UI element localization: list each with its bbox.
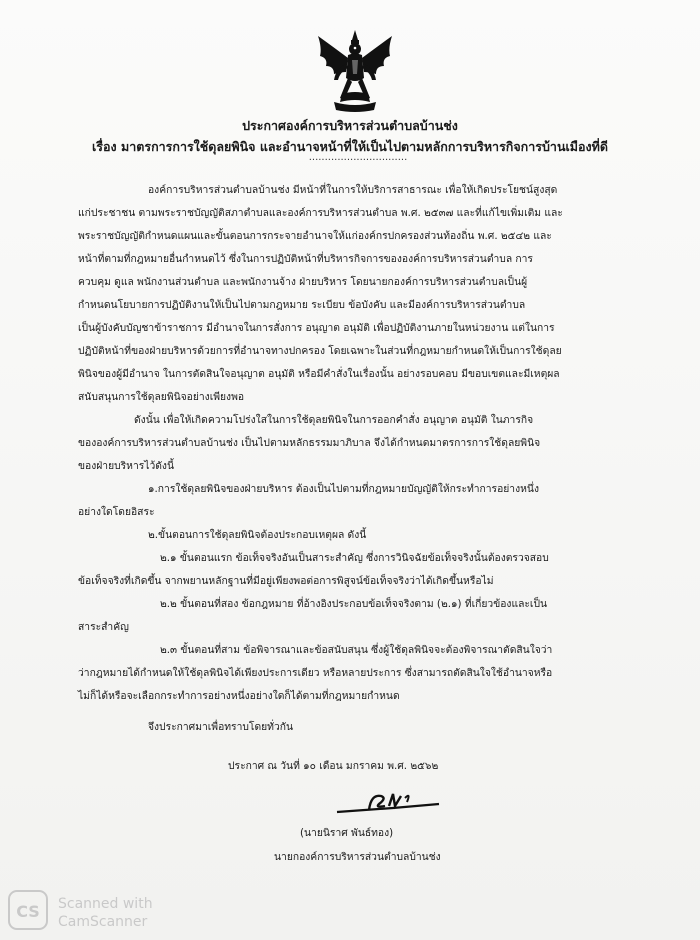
signer-position: นายกองค์การบริหารส่วนตำบลบ้านช่ง [274, 851, 441, 863]
body-line: ควบคุม ดูแล พนักงานส่วนตำบล และพนักงานจ้าง ฝ่ายบริหาร โดยนายกองค์การบริหารส่วนตำบลเป็นผู้ [78, 276, 528, 288]
camscanner-logo-icon [8, 890, 48, 930]
body-line: ข้อเท็จจริงที่เกิดขึ้น จากพยานหลักฐานที่มีอยู่เพียงพอต่อการพิสูจน์ข้อเท็จจริงว่าได้เกิดขึ้นหรือไม่ [78, 575, 494, 587]
body-line: อย่างใดโดยอิสระ [78, 506, 155, 518]
body-line: ขององค์การบริหารส่วนตำบลบ้านช่ง เป็นไปตามหลักธรรมมาภิบาล จึงได้กำหนดมาตรการการใช้ดุลยพินิจ [78, 437, 541, 449]
closing-line: จึงประกาศมาเพื่อทราบโดยทั่วกัน [148, 721, 294, 733]
body-line: เป็นผู้บังคับบัญชาข้าราชการ มีอำนาจในการสั่งการ อนุญาต อนุมัติ เพื่อปฏิบัติงานภายในหน่วยงาน แต่ในการ [78, 322, 555, 334]
body-line: ปฏิบัติหน้าที่ของฝ่ายบริหารด้วยการที่อำนาจทางปกครอง โดยเฉพาะในส่วนที่กฎหมายกำหนดให้เป็นการใช้ดุลย [78, 345, 562, 357]
document-subject: เรื่อง มาตรการการใช้ดุลยพินิจ และอำนาจหน้าที่ให้เป็นไปตามหลักการบริหารกิจการบ้านเมืองที่ดี [92, 139, 608, 154]
body-line: องค์การบริหารส่วนตำบลบ้านช่ง มีหน้าที่ในการให้บริการสาธารณะ เพื่อให้เกิดประโยชน์สูงสุด [148, 184, 558, 196]
signer-name: (นายนิราศ พันธ์ทอง) [300, 827, 394, 839]
body-line: ว่ากฎหมายได้กำหนดให้ใช้ดุลพินิจได้เพียงประการเดียว หรือหลายประการ ซึ่งสามารถตัดสินใจใช้อำนาจหรือ [78, 667, 553, 679]
body-line: พินิจของผู้มีอำนาจ ในการตัดสินใจอนุญาต อนุมัติ หรือมีคำสั่งในเรื่องนั้น อย่างรอบคอบ มีขอบเขตและมีเหตุผล [78, 368, 560, 380]
watermark-line-1: Scanned with [58, 896, 153, 912]
body-line: ของฝ่ายบริหารไว้ดังนี้ [78, 460, 174, 472]
step-2-2: ๒.๒ ขั้นตอนที่สอง ข้อกฎหมาย ที่อ้างอิงประกอบข้อเท็จจริงตาม (๒.๑) ที่เกี่ยวข้องและเป็น [160, 598, 548, 610]
body-line: สาระสำคัญ [78, 621, 129, 633]
garuda-emblem [312, 28, 398, 116]
body-line: พระราชบัญญัติกำหนดแผนและขั้นตอนการกระจายอำนาจให้แก่องค์กรปกครองส่วนท้องถิ่น พ.ศ. ๒๕๔๒ และ [78, 230, 552, 242]
separator-dots: ............................... [308, 152, 408, 163]
announce-date: ประกาศ ณ วันที่ ๑๐ เดือน มกราคม พ.ศ. ๒๕๖๒ [228, 760, 439, 772]
measure-item-2: ๒.ขั้นตอนการใช้ดุลยพินิจต้องประกอบเหตุผล ดังนี้ [148, 529, 367, 541]
body-line: กำหนดนโยบายการปฏิบัติงานให้เป็นไปตามกฎหมาย ระเบียบ ข้อบังคับ และมีองค์การบริหารส่วนตำบล [78, 299, 526, 311]
camscanner-watermark [58, 895, 153, 931]
body-line: ดังนั้น เพื่อให้เกิดความโปร่งใสในการใช้ดุลยพินิจในการออกคำสั่ง อนุญาต อนุมัติ ในภารกิจ [134, 414, 534, 426]
document-title: ประกาศองค์การบริหารส่วนตำบลบ้านช่ง [242, 118, 458, 133]
body-line: ไม่ก็ได้หรือจะเลือกกระทำการอย่างหนึ่งอย่างใดก็ได้ตามที่กฎหมายกำหนด [78, 690, 400, 702]
measure-item-1: ๑.การใช้ดุลยพินิจของฝ่ายบริหาร ต้องเป็นไปตามที่กฎหมายบัญญัติให้กระทำการอย่างหนึ่ง [148, 483, 539, 495]
body-line: สนับสนุนการใช้ดุลยพินิจอย่างเพียงพอ [78, 391, 245, 403]
body-line: แก่ประชาชน ตามพระราชบัญญัติสภาตำบลและองค์การบริหารส่วนตำบล พ.ศ. ๒๕๓๗ และที่แก้ไขเพิ่มเติม และ [78, 207, 563, 219]
body-line: หน้าที่ตามที่กฎหมายอื่นกำหนดไว้ ซึ่งในการปฏิบัติหน้าที่บริหารกิจการขององค์การบริหารส่วนตำบล การ [78, 253, 533, 265]
signature [335, 788, 445, 820]
camscanner-logo-text: CS [16, 902, 40, 921]
step-2-1: ๒.๑ ขั้นตอนแรก ข้อเท็จจริงอันเป็นสาระสำคัญ ซึ่งการวินิจฉัยข้อเท็จจริงนั้นต้องตรวจสอบ [160, 552, 549, 564]
step-2-3: ๒.๓ ขั้นตอนที่สาม ข้อพิจารณาและข้อสนับสนุน ซึ่งผู้ใช้ดุลพินิจจะต้องพิจารณาตัดสินใจว่า [160, 644, 553, 656]
watermark-line-2: CamScanner [58, 914, 148, 930]
